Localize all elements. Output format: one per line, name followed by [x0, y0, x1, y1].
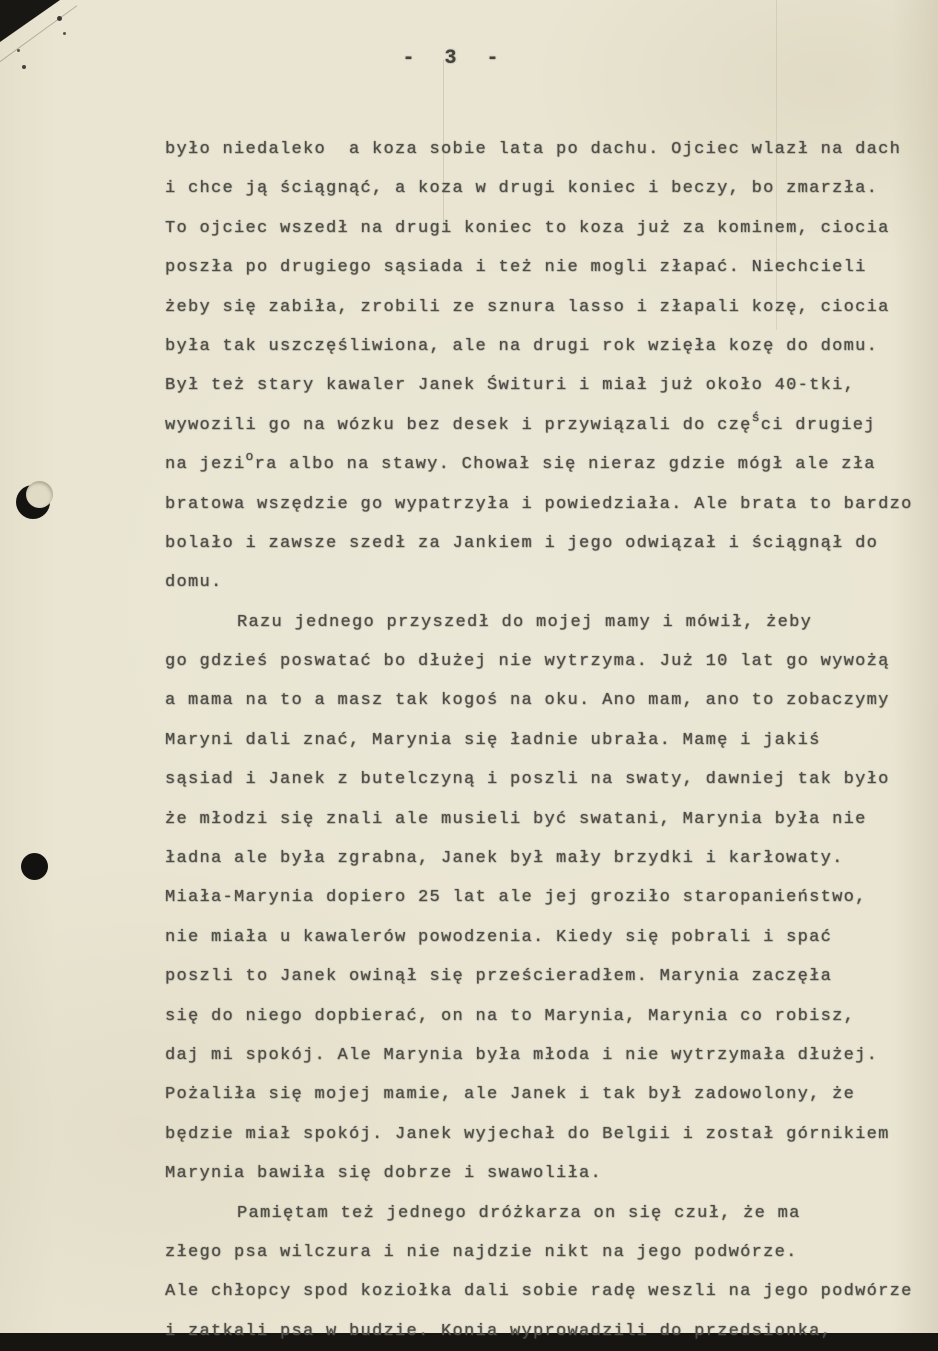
- text-line: daj mi spokój. Ale Marynia była młoda i nie wytrzymała dłużej.: [165, 1045, 879, 1065]
- text-line: ładna ale była zgrabna, Janek był mały brzydki i karłowaty.: [165, 849, 844, 869]
- text-line: Marynia bawiła się dobrze i swawoliła.: [165, 1164, 603, 1184]
- text-line: Pożaliła się mojej mamie, ale Janek i tak był zadowolony, że: [165, 1085, 856, 1105]
- text-line: będzie miał spokój. Janek wyjechał do Belgii i został górnikiem: [165, 1124, 890, 1144]
- folded-corner: [0, 0, 60, 42]
- typewritten-lines: [165, 130, 913, 1351]
- text-line: bolało i zawsze szedł za Jankiem i jego odwiązał i ściągnął do: [165, 533, 879, 553]
- text-line: To ojciec wszedł na drugi koniec to koza już za kominem, ciocia: [165, 218, 890, 238]
- ink-speck: [22, 65, 26, 69]
- text-line: było niedaleko a koza sobie lata po dachu. Ojciec wlazł na dach: [165, 140, 902, 159]
- ink-speck: [63, 32, 66, 35]
- text-line: się do niego dopbierać, on na to Marynia, Marynia co robisz,: [165, 1006, 856, 1026]
- text-line: Miała-Marynia dopiero 25 lat ale jej groziło staropanieństwo,: [165, 888, 867, 908]
- text-line: że młodzi się znali ale musieli być swatani, Marynia była nie: [165, 809, 867, 829]
- text-line: była tak uszczęśliwiona, ale na drugi rok wzięła kozę do domu.: [165, 336, 879, 356]
- text-line: go gdzieś poswatać bo dłużej nie wytrzyma. Już 10 lat go wywożą: [165, 652, 890, 672]
- text-line: i chce ją ściągnąć, a koza w drugi koniec i beczy, bo zmarzła.: [165, 179, 879, 199]
- text-line: Był też stary kawaler Janek Świturi i miał już około 40-tki,: [165, 376, 856, 396]
- text-line: Pamiętam też jednego dróżkarza on się czuł, że ma: [237, 1203, 801, 1223]
- text-line: domu.: [165, 573, 223, 593]
- punch-hole-solid: [21, 853, 48, 880]
- text-line: Maryni dali znać, Marynia się ładnie ubrała. Mamę i jakiś: [165, 730, 821, 750]
- ink-speck: [17, 49, 20, 52]
- text-line: sąsiad i Janek z butelczyną i poszli na swaty, dawniej tak było: [165, 770, 890, 790]
- text-line: na jezi$^o$ra albo na stawy. Chował się nieraz gdzie mógł ale zła: [165, 449, 876, 475]
- text-line: a mama na to a masz tak kogoś na oku. Ano mam, ano to zobaczymy: [165, 691, 890, 711]
- text-line: poszła po drugiego sąsiada i też nie mogli złapać. Niechcieli: [165, 258, 867, 278]
- punch-hole-crescent: [16, 485, 50, 519]
- ink-speck: [57, 16, 62, 21]
- page-number: - 3 -: [402, 47, 508, 70]
- text-line: poszli to Janek owinął się prześcieradłem. Marynia zaczęła: [165, 967, 833, 987]
- text-line: wywozili go na wózku bez desek i przywiązali do czę$^ś$ci drugiej: [165, 409, 876, 435]
- superscript-correction: o: [245, 449, 255, 465]
- text-line: Ale chłopcy spod koziołka dali sobie radę weszli na jego podwórze: [165, 1282, 913, 1302]
- text-line: Razu jednego przyszedł do mojej mamy i mówił, żeby: [237, 612, 813, 632]
- text-line: nie miała u kawalerów powodzenia. Kiedy się pobrali i spać: [165, 927, 833, 947]
- text-line: złego psa wilczura i nie najdzie nikt na jego podwórze.: [165, 1242, 798, 1262]
- text-line: żeby się zabiła, zrobili ze sznura lasso i złapali kozę, ciocia: [165, 297, 890, 317]
- superscript-correction: ś: [751, 409, 761, 425]
- text-line: i zatkali psa w budzie. Konia wyprowadzili do przedsionka,: [165, 1321, 833, 1341]
- text-line: bratowa wszędzie go wypatrzyła i powiedziała. Ale brata to bardzo: [165, 494, 913, 514]
